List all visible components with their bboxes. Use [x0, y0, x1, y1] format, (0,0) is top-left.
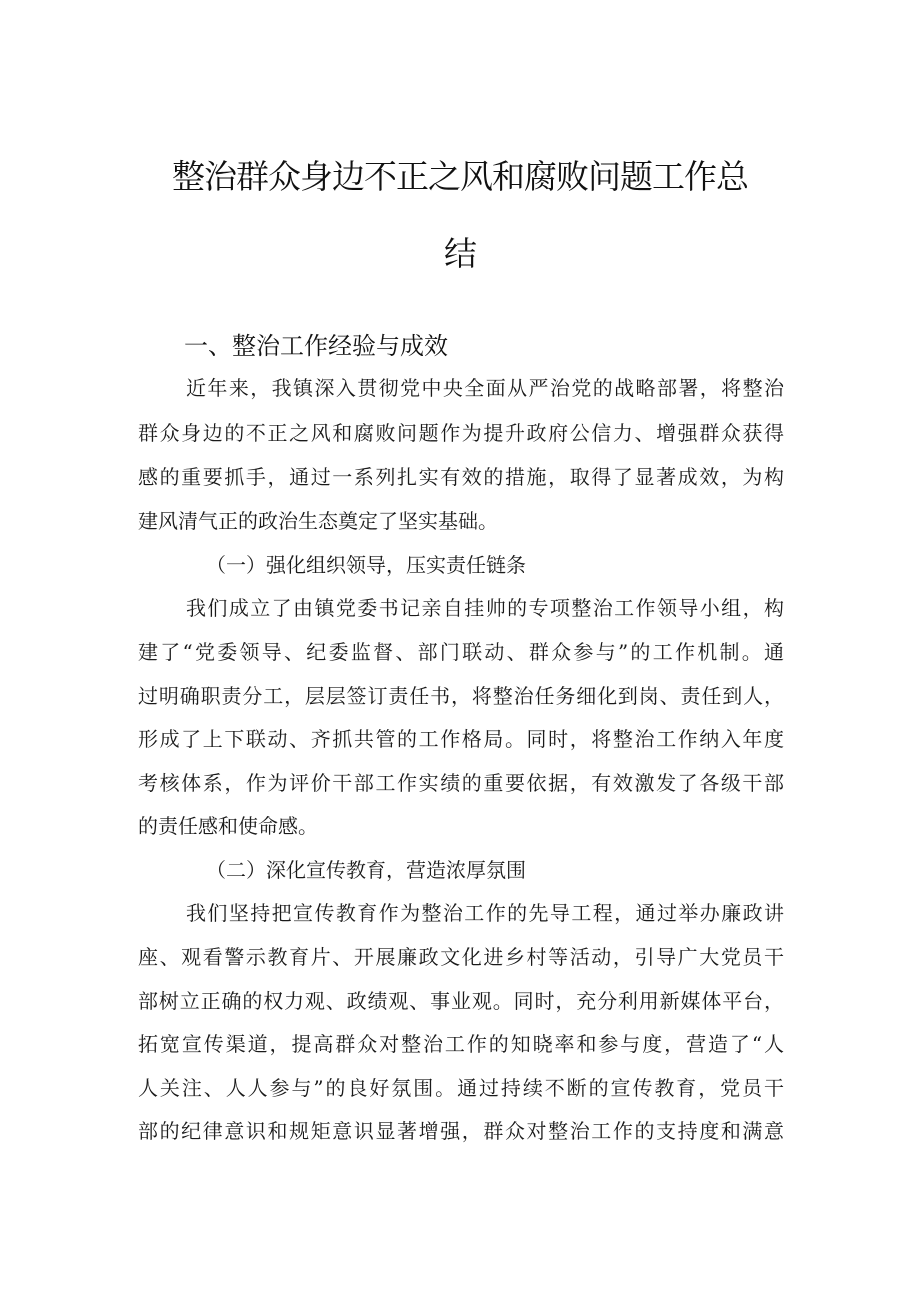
- intro-line-2: 群众身边的不正之风和腐败问题作为提升政府公信力、增强群众获得: [138, 421, 784, 445]
- subsection-1-line-5: 考核体系，作为评价干部工作实绩的重要依据，有效激发了各级干部: [138, 771, 784, 795]
- subsection-1-line-6: 的责任感和使命感。: [138, 814, 318, 838]
- section-1-heading: 一、整治工作经验与成效: [184, 332, 448, 360]
- subsection-1-heading: （一）强化组织领导，压实责任链条: [206, 553, 526, 577]
- subsection-2-line-6: 部的纪律意识和规矩意识显著增强，群众对整治工作的支持度和满意: [138, 1119, 784, 1143]
- subsection-2-line-2: 座、观看警示教育片、开展廉政文化进乡村等活动，引导广大党员干: [138, 945, 784, 969]
- subsection-2-line-5: 人关注、人人参与”的良好氛围。通过持续不断的宣传教育，党员干: [138, 1076, 784, 1100]
- subsection-2-line-3: 部树立正确的权力观、政绩观、事业观。同时，充分利用新媒体平台，: [138, 989, 784, 1013]
- document-title-line-2: 结: [444, 234, 476, 273]
- subsection-1-line-3: 过明确职责分工，层层签订责任书，将整治任务细化到岗、责任到人，: [138, 684, 784, 708]
- subsection-2-line-1: 我们坚持把宣传教育作为整治工作的先导工程，通过举办廉政讲: [186, 901, 784, 925]
- subsection-2-line-4: 拓宽宣传渠道，提高群众对整治工作的知晓率和参与度，营造了“人: [138, 1032, 784, 1056]
- intro-line-3: 感的重要抓手，通过一系列扎实有效的措施，取得了显著成效，为构: [138, 465, 784, 489]
- subsection-1-line-4: 形成了上下联动、齐抓共管的工作格局。同时，将整治工作纳入年度: [138, 727, 784, 751]
- subsection-1-line-1: 我们成立了由镇党委书记亲自挂帅的专项整治工作领导小组，构: [186, 596, 784, 620]
- intro-line-4: 建风清气正的政治生态奠定了坚实基础。: [138, 509, 498, 533]
- document-title-line-1: 整治群众身边不正之风和腐败问题工作总: [172, 157, 748, 196]
- subsection-2-heading: （二）深化宣传教育，营造浓厚氛围: [206, 858, 526, 882]
- intro-line-1: 近年来，我镇深入贯彻党中央全面从严治党的战略部署，将整治: [186, 376, 784, 400]
- subsection-1-line-2: 建了“党委领导、纪委监督、部门联动、群众参与”的工作机制。通: [138, 640, 784, 664]
